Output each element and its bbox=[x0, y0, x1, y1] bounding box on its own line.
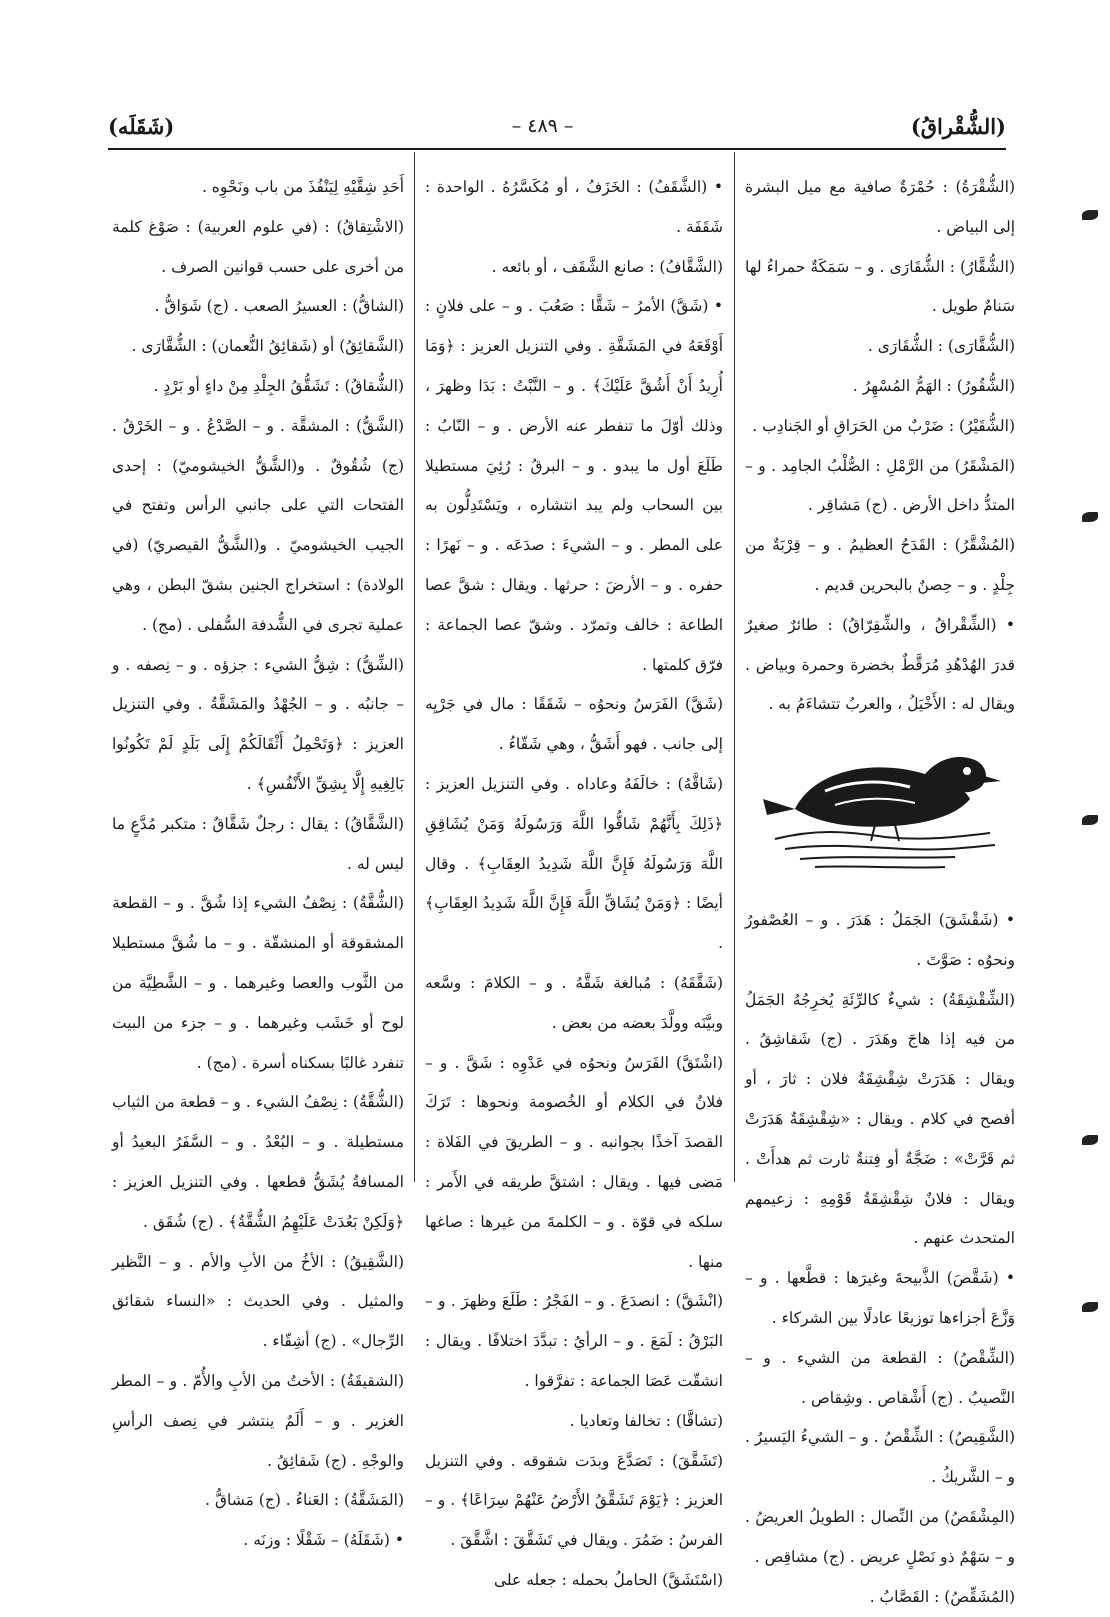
column-right bbox=[745, 168, 1015, 1168]
entry: (الشُّقَّارُ) : الشُّقَارَى . و – سَمَكَةٌ حمراءُ لها سَنامٌ طويل . bbox=[745, 248, 1015, 328]
entry: • (الشِّقْراقُ ، والشِّقِرّاقُ) : طائرٌ صغيرٌ قدرَ الهُدْهُدِ مُرَقَّطٌ بخضرة وحمرة وبياض . ويقال له : الأَخْيَلُ ، والعربُ تتشاءَمُ به . bbox=[745, 606, 1015, 725]
column-left bbox=[112, 168, 404, 1168]
entry: (المَشْقَرُ) من الرَّمْلِ : الصُّلْبُ الجامِد . و – المتدُّ داخل الأرض . (ج) مَشاقِر . bbox=[745, 447, 1015, 527]
column-divider-left bbox=[414, 152, 415, 1182]
entry: (الشُّقَّةُ) : نِصْفُ الشيء إذا شُقَّ . و – القطعة المشقوقة أو المنشقّة . و – ما شُقَّ مستطيلا من الثَّوب والعصا وغيرهما . و – الشَّطِيَّة من لوح أو خَشَب وغيرهما . و – جزء من البيت تنفرد غالبًا بسكناه أسرة . (مج) . bbox=[112, 884, 404, 1083]
entry: (انْشَقَّ) : انصدَعَ . و – الفَجْرُ : طَلَعَ وظهرَ . و – البَرْقُ : لَمَعَ . و – الرأيُ : تبدَّدَ اختلافًا . ويقال : انشقّت عَصَا الجماعة : تفرَّقوا . bbox=[425, 1282, 723, 1401]
entry: • (الشَّقَفُ) : الخَزَفُ ، أو مُكَسَّرُهُ . الواحدة : شَقَفَة . bbox=[425, 168, 723, 248]
header-first-entry: (الشُّقْراقُ) bbox=[911, 114, 1006, 139]
entry: (الشَّقَّافُ) : صانع الشَّقَف ، أو بائعه . bbox=[425, 248, 723, 288]
scan-edge-mark bbox=[1082, 1302, 1098, 1312]
entry: (الشِّقْصُ) : القطعة من الشيء . و – النَّصيبُ . (ج) أَشْقاص . وشِقاص . bbox=[745, 1339, 1015, 1419]
page-header bbox=[108, 108, 1006, 144]
entry: (الشُّقُورُ) : الهَمُّ المُسْهِرُ . bbox=[745, 367, 1015, 407]
entry: (الشُّقَيْرُ) : ضَرْبٌ من الحَرَاقِ أو الجَنادِب . bbox=[745, 407, 1015, 447]
entry: أَحَدِ شِقَّيْهِ لِيَنْفُذَ من باب ونَحْوِه . bbox=[112, 168, 404, 208]
entry: (المُشَقِّصُ) : القَصَّابُ . bbox=[745, 1578, 1015, 1617]
entry: (المَشَقَّةُ) : العَناءُ . (ج) مَشاقُّ . bbox=[112, 1481, 404, 1521]
entry: (الشُّقَّةُ) : نِصْفُ الشيء . و – قطعة من الثياب مستطيلة . و – البُعْدُ . و – السَّفَرُ البعيدُ أو المسافةُ يُشَقُّ قطعها . وفي التنزيل العزيز : ﴿وَلَكِنْ بَعُدَتْ عَلَيْهِمُ الشُّقَّةُ﴾ . (ج) شُقَق . bbox=[112, 1083, 404, 1242]
entry: (المِشْقَصُ) من النِّصال : الطويلُ العريضُ . و – سَهْمٌ ذو نَصْلٍ عريض . (ج) مشاقِص . bbox=[745, 1498, 1015, 1578]
scan-edge-mark bbox=[1082, 210, 1098, 220]
entry: (الشَّقِيصُ) : الشِّقْصُ . و – الشيءُ اليَسيرُ . و – الشَّريكُ . bbox=[745, 1418, 1015, 1498]
shiqrak-bird-illustration-icon bbox=[755, 729, 1005, 879]
entry: (شَقَّقَهُ) : مُبالغة شَقَّهُ . و – الكلامَ : وسَّعه وبيَّنَه وولَّدَ بعضه من بعض . bbox=[425, 964, 723, 1044]
page-number: – ٤٨٩ – bbox=[512, 115, 574, 137]
scan-edge-mark bbox=[1082, 1135, 1098, 1145]
entry: (الشقيقَةُ) : الأختُ من الأبِ والأُمّ . و – المطر الغزير . و – أَلَمٌ ينتشر في نِصف الرأسِ والوجْهِ . (ج) شَقائِقُ . bbox=[112, 1362, 404, 1481]
entry: (الشَّقُّ) : المشقَّة . و – الصَّدْعُ . و – الخَرْقُ . (ج) شُقُوقٌ . و(الشَّقُّ الخيشوميّ) : إحدى الفتحات التي على جانبي الرأس وتفتح في الجيب الخيشوميّ . و(الشَّقُّ القيصريّ) (في الولادة) : استخراج الجنين بشقّ البطن ، وهي عملية تجرى في الشُّدفة السُّفلى . (مج) . bbox=[112, 407, 404, 646]
scan-edge-mark bbox=[1082, 512, 1098, 522]
entry: (الاشْتِقاقُ) : (في علوم العربية) : صَوْغ كلمة من أخرى على حسب قوانين الصرف . bbox=[112, 208, 404, 288]
entry: (الشاقُّ) : العسيرُ الصعب . (ج) شَوَاقُّ . bbox=[112, 287, 404, 327]
entry: (الشِّقُّ) : شِقُّ الشيء : جزؤه . و – نِصفه . و – جانبُه . و – الجُهْدُ والمَشَقَّةُ . وفي التنزيل العزيز : ﴿وَتَحْمِلُ أَثْقَالَكُمْ إِلَى بَلَدٍ لَمْ تَكُونُوا بَالِغِيهِ إِلَّا بِشِقِّ الأَنْفُسِ﴾ . bbox=[112, 646, 404, 805]
header-rule bbox=[108, 148, 1006, 150]
entry: (الشَّقِيقُ) : الأخُ من الأبِ والأم . و – النَّظير والمثيل . وفي الحديث : «النساء شقائق الرِّجال» . (ج) أشِقّاء . bbox=[112, 1243, 404, 1362]
entry: (اسْتَشَقَّ) الحاملُ بحمله : جعله على bbox=[425, 1561, 723, 1601]
header-last-entry: (شَقَلَه) bbox=[108, 114, 174, 139]
entry: (المُشْقَّرُ) : القَدَحُ العظيمُ . و – قِرْبَةٌ من جِلْدٍ . و – حِصنٌ بالبحرين قديم . bbox=[745, 526, 1015, 606]
entry: • (شَقَلَهُ) – شَقْلًا : وزنَه . bbox=[112, 1521, 404, 1561]
entry: (تَشَقَّقَ) : تَصَدَّعَ وبدَت شقوقه . وفي التنزيل العزيز : ﴿يَوْمَ تَشَقَّقُ الأَرْضُ عَنْهُمْ سِرَاعًا﴾ . و – الفرسُ : ضَمُرَ . ويقال في تَشَقَّقَ : اشَّقَّقَ . bbox=[425, 1442, 723, 1561]
entry: • (شَقَّصَ) الذَّبيحةَ وغيرَها : قطَّعها . و – وَزَّعَ أجزاءها توزيعًا عادلًا بين الشركاء . bbox=[745, 1259, 1015, 1339]
column-middle bbox=[425, 168, 723, 1168]
entry: (اشْتَقَّ) الفَرَسُ ونحوُه في عَدْوِه : شَقَّ . و – فلانٌ في الكلام أو الخُصومة ونحوها : تَرَكَ القصدَ آخذًا بجوانبه . و – الطريقَ في الفَلاة : مَضى فيها . ويقال : اشتقَّ طريقه في الأَمر : سلكه في قوّة . و – الكلمةَ من غيرها : صاغها منها . bbox=[425, 1044, 723, 1283]
entry: (الشُّقَّارَى) : الشُّقَارَى . bbox=[745, 327, 1015, 367]
entry: (الشِّقْشِقَةُ) : شيءٌ كالرِّئَةِ يُخرِجُهُ الجَمَلُ من فيه إذا هاجَ وهَدَرَ . (ج) شَقاشِقُ . ويقال : هَدَرَتْ شِقْشِقَةُ فلان : ثارَ ، أو أفصح في كلام . ويقال : «شِقْشِقَةٌ هَدَرَتْ ثم قَرَّتْ» : ضَجَّةٌ أو فِتنةٌ ثارت ثم هدأَتْ . ويقال : فلانٌ شِقْشِقَةُ قَوْمِهِ : زعيمهم المتحدث عنهم . bbox=[745, 981, 1015, 1260]
entry: (الشُّقاقُ) : تَشَقُّقُ الجِلْدِ مِنْ داءٍ أو بَرْدٍ . bbox=[112, 367, 404, 407]
entry: (الشَّقائِقُ) أو (شَقائِقُ النُّعمان) : الشُّقَّارَى . bbox=[112, 327, 404, 367]
entry: (الشَّقَّاقُ) : يقال : رجلٌ شَقَّاقٌ : متكبر مُدَّعٍ ما ليس له . bbox=[112, 805, 404, 885]
column-divider-right bbox=[734, 152, 735, 1182]
entry: • (شَقْشَقَ) الجَمَلُ : هَدَرَ . و – العُصْفورُ ونحوُه : صَوَّتَ . bbox=[745, 901, 1015, 981]
entry: (شَقَّ) الفَرَسُ ونحوُه – شَقَقًا : مال في جَرْيِه إلى جانب . فهو أَشَقُّ ، وهي شَقّاءُ . bbox=[425, 685, 723, 765]
entry: • (شَقَّ) الأمرُ – شَقًّا : صَعُبَ . و – على فلانٍ : أَوْقَعَهُ في المَشَقَّةِ . وفي التنزيل العزيز : ﴿وَمَا أُرِيدُ أَنْ أَشُقَّ عَلَيْكَ﴾ . و – النَّبْتُ : بَدَا وظهرَ ، وذلك أوّلَ ما تنفطر عنه الأرض . و – النّابُ : طَلَعَ أول ما يبدو . و – البرقُ : رُئِيَ مستطيلا بين السحاب ولم يبد انتشاره ، ويَسْتَدِلُّون به على المطر . و – الشيءَ : صدَعَه . و – نَهرًا : حفره . و – الأرضَ : حرثها . ويقال : شقَّ عصا الطاعة : خالف وتمرّد . وشقّ عصا الجماعة : فرّق كلمتها . bbox=[425, 287, 723, 685]
entry: (شَاقَّهُ) : خالَفَهُ وعاداه . وفي التنزيل العزيز : ﴿ذَلِكَ بِأَنَّهُمْ شَاقُّوا اللَّهَ وَرَسُولَهُ وَمَنْ يُشَاقِقِ اللَّهَ وَرَسُولَهُ فَإِنَّ اللَّهَ شَدِيدُ العِقَابِ﴾ . وقال أيضًا : ﴿وَمَنْ يُشَاقِّ اللَّهَ فَإِنَّ اللَّهَ شَدِيدُ العِقَابِ﴾ . bbox=[425, 765, 723, 964]
entry: (تشاقَّا) : تخالفا وتعاديا . bbox=[425, 1402, 723, 1442]
entry: (الشُّقْرَةُ) : حُمْرَةٌ صافية مع ميل البشرة إلى البياض . bbox=[745, 168, 1015, 248]
scan-edge-mark bbox=[1082, 815, 1098, 825]
